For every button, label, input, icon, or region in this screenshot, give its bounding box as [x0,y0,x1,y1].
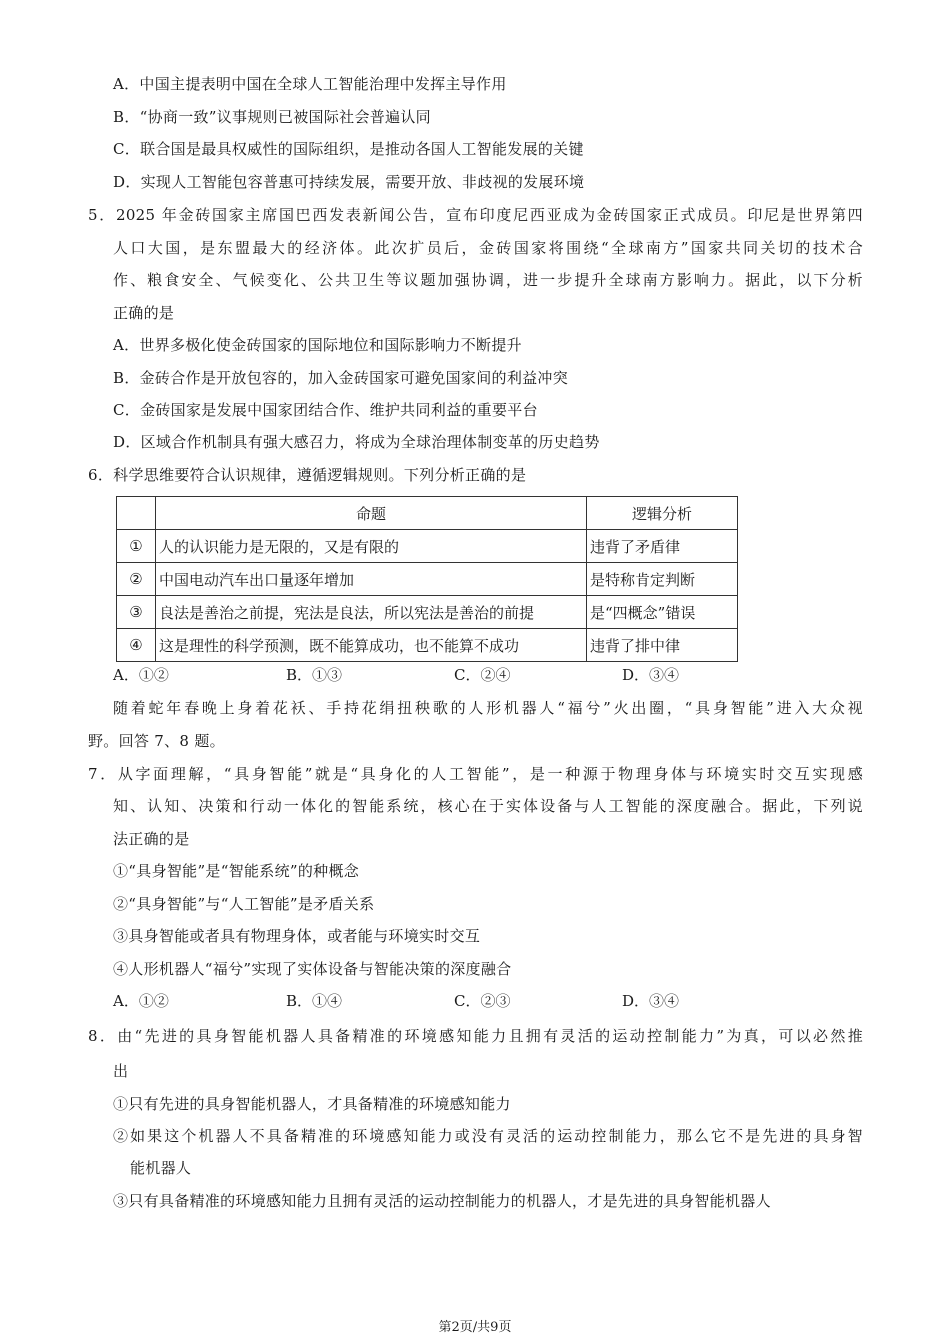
q5-option-a: A．世界多极化使金砖国家的国际地位和国际影响力不断提升 [113,336,522,354]
table-header-analysis: 逻辑分析 [587,497,738,530]
table-cell-analysis: 违背了矛盾律 [587,530,738,563]
q6-choice-a: A．①② [113,666,169,684]
q7-statement-2: ②“具身智能”与“人工智能”是矛盾关系 [113,895,375,913]
q8-statement-2-line-1: ②如果这个机器人不具备精准的环境感知能力或没有灵活的运动控制能力，那么它不是先进的具身智 [113,1127,863,1145]
material-line-2: 野。回答 7、8 题。 [88,732,225,750]
q7-stem-line-1: 7．从字面理解，“具身智能”就是“具身化的人工智能”，是一种源于物理身体与环境实时交互实现感 [88,765,863,783]
q7-choice-d: D．③④ [622,992,680,1010]
q6-choices [113,665,753,685]
table-cell-number: ③ [117,596,156,629]
table-cell-proposition: 中国电动汽车出口量逐年增加 [156,563,587,596]
q5-stem-line-1: 5．2025 年金砖国家主席国巴西发表新闻公告，宣布印度尼西亚成为金砖国家正式成员。印尼是世界第四 [88,206,863,224]
q7-choice-a: A．①② [113,992,169,1010]
material-line-1: 随着蛇年春晚上身着花袄、手持花绢扭秧歌的人形机器人“福兮”火出圈，“具身智能”进入大众视 [113,699,863,717]
logic-table [116,496,738,662]
table-cell-proposition: 良法是善治之前提，宪法是良法，所以宪法是善治的前提 [156,596,587,629]
q5-stem-line-2: 人口大国，是东盟最大的经济体。此次扩员后，金砖国家将围绕“全球南方”国家共同关切的技术合 [113,239,863,257]
q4-option-d: D．实现人工智能包容普惠可持续发展，需要开放、非歧视的发展环境 [113,173,585,191]
table-header-row [117,497,738,530]
q7-choice-c: C．②③ [454,992,511,1010]
q4-option-b: B．“协商一致”议事规则已被国际社会普遍认同 [113,108,431,126]
q6-choice-d: D．③④ [622,666,680,684]
table-cell-number: ④ [117,629,156,662]
q6-stem: 6．科学思维要符合认识规律，遵循逻辑规则。下列分析正确的是 [88,466,527,484]
table-header-number [117,497,156,530]
q7-choices [113,991,753,1011]
table-cell-analysis: 是特称肯定判断 [587,563,738,596]
q7-stem-line-3: 法正确的是 [113,830,190,848]
q5-option-d: D．区域合作机制具有强大感召力，将成为全球治理体制变革的历史趋势 [113,433,600,451]
table-row [117,530,738,563]
q5-stem-line-4: 正确的是 [113,304,175,322]
q8-statement-3: ③只有具备精准的环境感知能力且拥有灵活的运动控制能力的机器人，才是先进的具身智能机器人 [113,1192,771,1210]
q7-stem-line-2: 知、认知、决策和行动一体化的智能系统，核心在于实体设备与人工智能的深度融合。据此，下列说 [113,797,863,815]
q6-choice-b: B．①③ [286,666,343,684]
table-cell-analysis: 违背了排中律 [587,629,738,662]
table-header-proposition: 命题 [156,497,587,530]
q7-statement-1: ①“具身智能”是“智能系统”的种概念 [113,862,360,880]
q8-stem-line-1: 8．由“先进的具身智能机器人具备精准的环境感知能力且拥有灵活的运动控制能力”为真，可以必然推 [88,1027,863,1045]
q4-option-a: A．中国主提表明中国在全球人工智能治理中发挥主导作用 [113,75,507,93]
table-row [117,563,738,596]
table-cell-number: ① [117,530,156,563]
q7-choice-b: B．①④ [286,992,343,1010]
q5-option-c: C．金砖国家是发展中国家团结合作、维护共同利益的重要平台 [113,401,538,419]
q7-statement-4: ④人形机器人“福兮”实现了实体设备与智能决策的深度融合 [113,960,512,978]
q4-option-c: C．联合国是最具权威性的国际组织，是推动各国人工智能发展的关键 [113,140,584,158]
q8-stem-line-2: 出 [113,1062,129,1080]
q6-choice-c: C．②④ [454,666,511,684]
table-row [117,596,738,629]
page-number: 第2页/共9页 [438,1320,512,1335]
q7-statement-3: ③具身智能或者具有物理身体，或者能与环境实时交互 [113,927,481,945]
table-cell-analysis: 是“四概念”错误 [587,596,738,629]
table-row [117,629,738,662]
q8-statement-1: ①只有先进的具身智能机器人，才具备精准的环境感知能力 [113,1095,511,1113]
q5-option-b: B．金砖合作是开放包容的，加入金砖国家可避免国家间的利益冲突 [113,369,569,387]
table-cell-proposition: 人的认识能力是无限的，又是有限的 [156,530,587,563]
q5-stem-line-3: 作、粮食安全、气候变化、公共卫生等议题加强协调，进一步提升全球南方影响力。据此，以下分析 [113,271,863,289]
q8-statement-2-line-2: 能机器人 [130,1159,192,1177]
table-cell-proposition: 这是理性的科学预测，既不能算成功，也不能算不成功 [156,629,587,662]
table-cell-number: ② [117,563,156,596]
